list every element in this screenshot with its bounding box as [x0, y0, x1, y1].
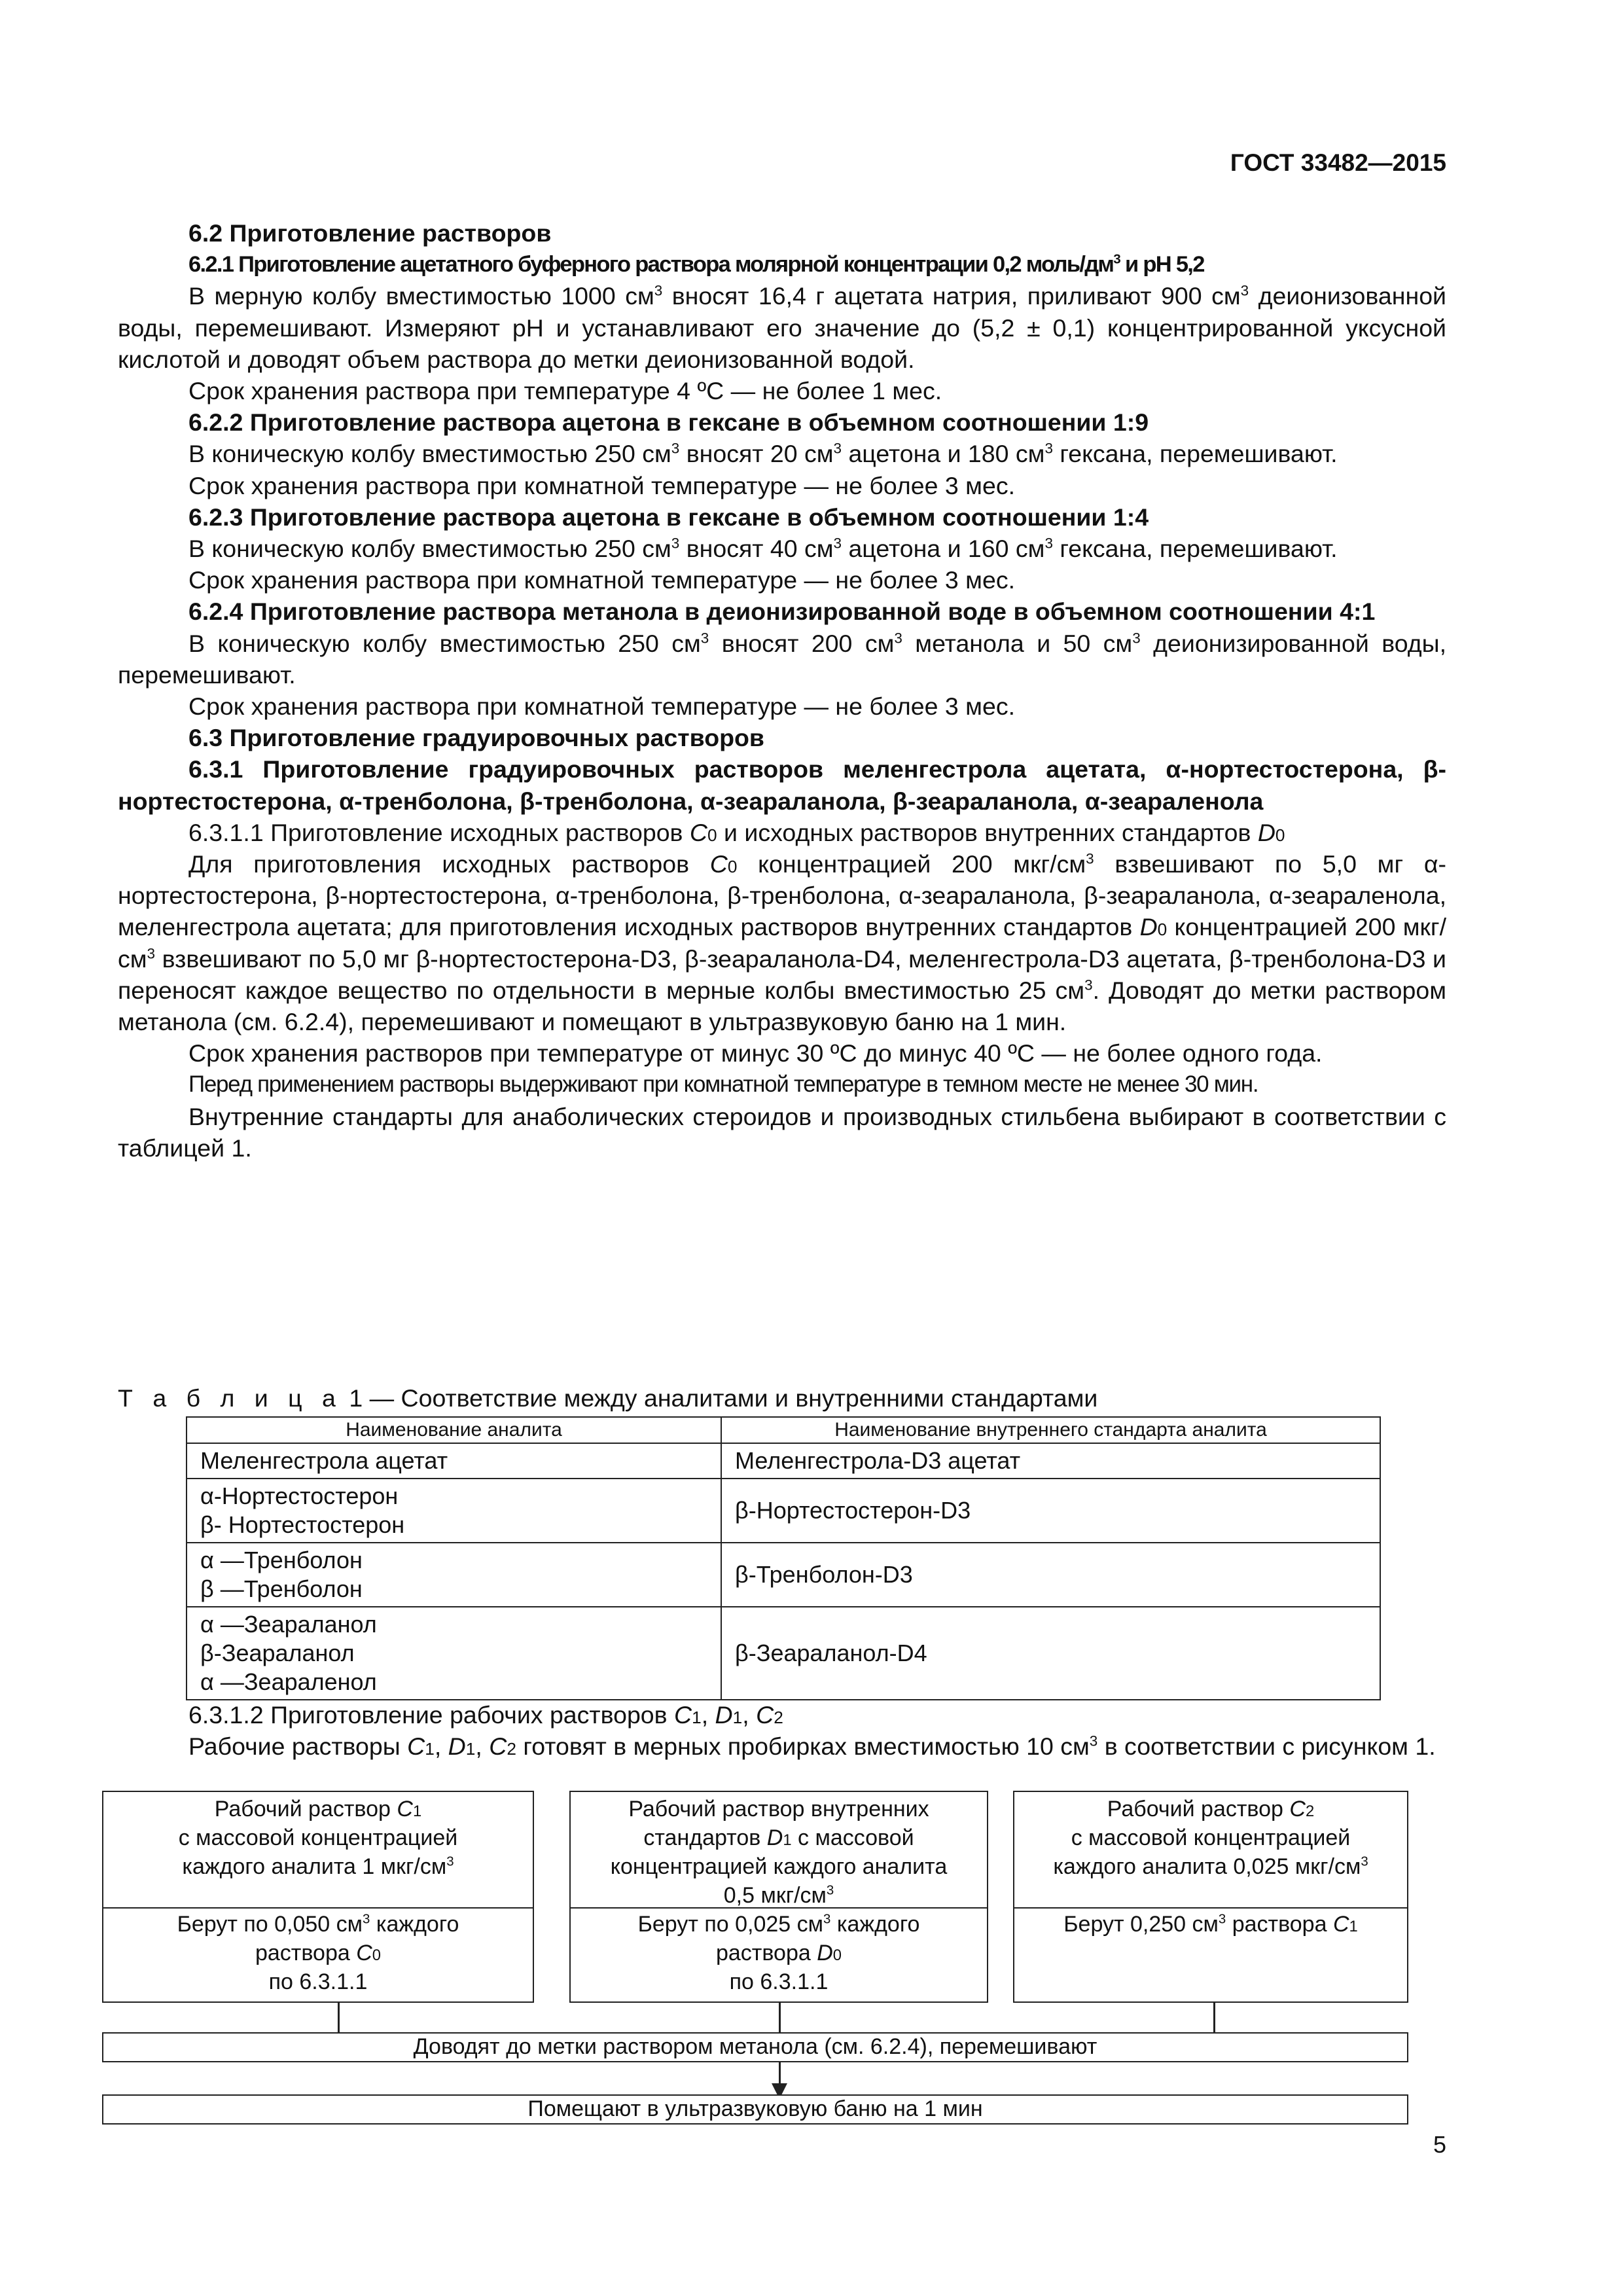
paragraph: Срок хранения раствора при температуре 4 ºС — не более 1 мес. [188, 377, 942, 405]
table-row [187, 1479, 1380, 1543]
section-6-3-1-1-heading: 6.3.1.1 Приготовление исходных растворов C0 и исходных растворов внутренних стандартов D0 [188, 818, 1285, 846]
table-row [187, 1607, 1380, 1700]
column-header: Наименование внутреннего стандарта аналита [721, 1417, 1380, 1443]
paragraph: В коническую колбу вместимостью 250 $см^3$ вносят 200 $см^3$ метанола и 50 $см^3$ деионизированной воды, перемешивают. [118, 629, 1446, 689]
section-6-3-1-2 [118, 1699, 1446, 1762]
table-row [187, 1443, 1380, 1479]
analyte-cell: Меленгестрола ацетат [187, 1443, 721, 1479]
column-header: Наименование аналита [187, 1417, 721, 1443]
section-6-2-heading: 6.2 Приготовление растворов [188, 219, 552, 247]
flow-box-c1: Рабочий раствор C1 с массовой концентрацией каждого аналита 1 мкг/$см^3$ Берут по 0,050 $см^3$ каждого раствора C0 по 6.3.1.1 [102, 1791, 534, 2003]
table-1 [186, 1416, 1381, 1700]
paragraph: Внутренние стандарты для анаболических стероидов и производных стильбена выбирают в соответствии с таблицей 1. [118, 1102, 1446, 1162]
paragraph: В коническую колбу вместимостью 250 $см^3$ вносят 20 $см^3$ ацетона и 180 $см^3$ гексана, перемешивают. [188, 440, 1338, 468]
paragraph: Для приготовления исходных растворов C0 концентрацией 200 мкг/$см^3$ взвешивают по 5,0 мг α-нортестостерона, β-нортестостерона, α-тренболона, β-тренболона, α-зеараланола, β-зеараланола, α-зеараленола, меленгестрола ацетата; для приготовления исходных растворов внутренних стандартов D0 концентрацией 200 мкг/$см^3$ взвешивают по 5,0 мг β-нортестостерона-D3, β-зеараланола-D4, меленгестрола-D3 ацетата, β-тренболона-D3 и переносят каждое вещество по отдельности в мерные колбы вместимостью 25 $см^3$. Доводят до метки раствором метанола (см. 6.2.4), перемешивают и помещают в ультразвуковую баню на 1 мин. [118, 850, 1446, 1036]
table-row [187, 1543, 1380, 1607]
flow-arrow [779, 2062, 781, 2098]
standard-cell: β-Нортестостерон-D3 [721, 1479, 1380, 1543]
analyte-cell: α-Нортестостерон β- Нортестостерон [187, 1479, 721, 1543]
flow-box-d1: Рабочий раствор внутренних стандартов D1 с массовой концентрацией каждого аналита 0,5 мкг/$см^3$ Берут по 0,025 $см^3$ каждого раствора D0 по 6.3.1.1 [569, 1791, 988, 2003]
analyte-cell: α —Зеараланол β-Зеараланол α —Зеараленол [187, 1607, 721, 1700]
section-6-3-1-heading: 6.3.1 Приготовление градуировочных растворов меленгестрола ацетата, α-нортестостерона, β-нортестостерона, α-тренболона, β-тренболона, α-зеараланола, β-зеараланола, α-зеараленола [118, 755, 1446, 815]
flow-step-dilute: Доводят до метки раствором метанола (см. 6.2.4), перемешивают [102, 2032, 1408, 2062]
section-6-2-2-heading: 6.2.2 Приготовление раствора ацетона в гексане в объемном соотношении 1:9 [188, 408, 1149, 437]
paragraph: В коническую колбу вместимостью 250 $см^3$ вносят 40 $см^3$ ацетона и 160 $см^3$ гексана, перемешивают. [188, 535, 1338, 563]
paragraph: Срок хранения раствора при комнатной температуре — не более 3 мес. [188, 692, 1015, 721]
flow-step-ultrasound: Помещают в ультразвуковую баню на 1 мин [102, 2094, 1408, 2125]
section-6-2-3-heading: 6.2.3 Приготовление раствора ацетона в гексане в объемном соотношении 1:4 [188, 503, 1149, 531]
paragraph: В мерную колбу вместимостью 1000 $см^3$ вносят 16,4 г ацетата натрия, приливают 900 $см^3$ деионизованной воды, перемешивают. Измеряют рН и устанавливают его значение до (5,2 ± 0,1) концентрированной уксусной кислотой и доводят объем раствора до метки деионизованной водой. [118, 282, 1446, 373]
analyte-cell: α —Тренболон β —Тренболон [187, 1543, 721, 1607]
paragraph: Срок хранения растворов при температуре от минус 30 ºС до минус 40 ºС — не более одного года. [188, 1039, 1323, 1067]
standard-cell: β-Тренболон-D3 [721, 1543, 1380, 1607]
paragraph: Срок хранения раствора при комнатной температуре — не более 3 мес. [188, 566, 1015, 594]
page-number: 5 [1433, 2131, 1446, 2158]
table-header-row [187, 1417, 1380, 1443]
paragraph: Перед применением растворы выдерживают при комнатной температуре в темном месте не менее 30 мин. [188, 1071, 1258, 1098]
table-caption: Т а б л и ц а 1 — Соответствие между аналитами и внутренними стандартами [118, 1384, 1098, 1412]
document-header: ГОСТ 33482—2015 [1230, 149, 1446, 176]
document-page [118, 0, 1446, 2296]
document-body [118, 217, 1446, 1164]
section-6-3-heading: 6.3 Приготовление градуировочных растворов [188, 724, 764, 752]
flow-box-c2: Рабочий раствор C2 с массовой концентрацией каждого аналита 0,025 мкг/$см^3$ Берут 0,250 $см^3$ раствора C1 [1013, 1791, 1408, 2003]
paragraph: Рабочие растворы C1, D1, C2 готовят в мерных пробирках вместимостью 10 $см^3$ в соответствии с рисунком 1. [188, 1732, 1436, 1761]
standard-cell: β-Зеараланол-D4 [721, 1607, 1380, 1700]
section-6-2-4-heading: 6.2.4 Приготовление раствора метанола в деионизированной воде в объемном соотношении 4:1 [188, 598, 1376, 626]
section-6-2-1-heading: 6.2.1 Приготовление ацетатного буферного раствора молярной концентрации 0,2 моль/$дм^3$ и рН 5,2 [188, 251, 1204, 278]
paragraph: Срок хранения раствора при комнатной температуре — не более 3 мес. [188, 471, 1015, 499]
section-6-3-1-2-heading: 6.3.1.2 Приготовление рабочих растворов C1, D1, C2 [188, 1701, 783, 1729]
standard-cell: Меленгестрола-D3 ацетат [721, 1443, 1380, 1479]
